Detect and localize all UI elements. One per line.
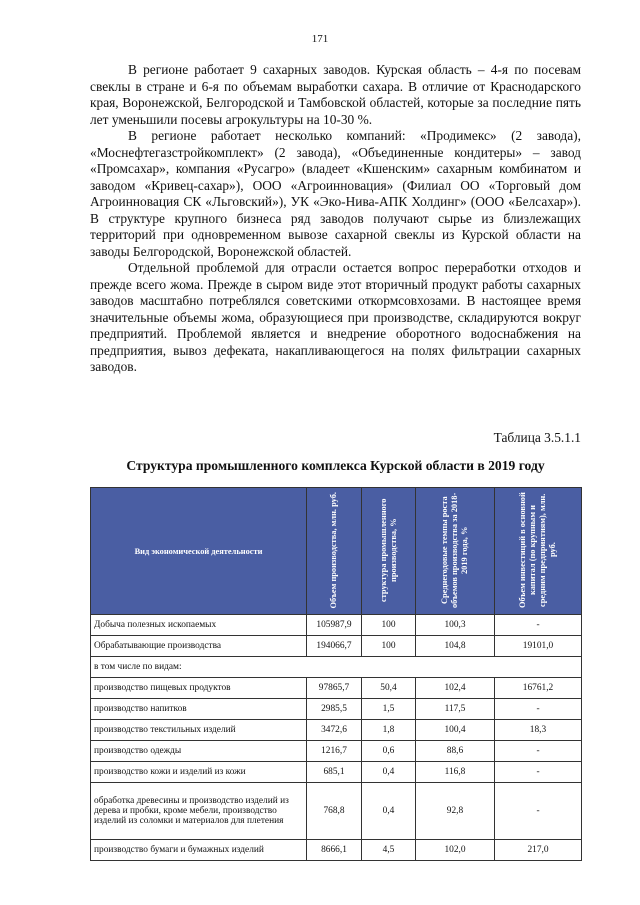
cell-investment: - <box>495 783 582 840</box>
cell-structure: 0,6 <box>362 741 416 762</box>
cell-volume: 194066,7 <box>307 636 362 657</box>
table-row <box>91 699 582 720</box>
cell-investment: - <box>495 741 582 762</box>
table-row <box>91 840 582 861</box>
cell-growth: 116,8 <box>416 762 495 783</box>
row-label: производство напитков <box>91 699 307 720</box>
header-investment: Объем инвестиций в основной капитал (по крупным и средним предприятиям), млн. руб. <box>495 488 582 615</box>
cell-volume: 1216,7 <box>307 741 362 762</box>
industry-structure-table <box>90 487 582 861</box>
table-label: Таблица 3.5.1.1 <box>493 430 581 445</box>
cell-volume: 2985,5 <box>307 699 362 720</box>
table-subheader-row <box>91 657 582 678</box>
paragraph: В регионе работает несколько компаний: «Продимекс» (2 завода), «Моснефтегазстройкомплект» (2 завода), «Объединенные кондитеры» – завод «Промсахар», компания «Русагро» (владеет «Кшенским» сахарным комбинатом и заводом «Кривец-сахар»), ООО «Агроинновация» (Филиал ОО «Торговый дом Агроинновация СК «Льговский»), УК «Эко-Нива-АПК Холдинг» (ООО «Белсахар»). В структуре крупного бизнеса ряд заводов получают сырье из близлежащих территорий при одновременном вывозе сахарной свеклы из Курской области на заводы Белгородской, Воронежской областей. <box>90 128 581 259</box>
table-row <box>91 636 582 657</box>
cell-investment: - <box>495 615 582 636</box>
paragraph: Отдельной проблемой для отрасли остается вопрос переработки отходов и прежде всего жома. Прежде в сыром виде этот вторичный продукт работы сахарных заводов масштабно потреблялся советскими откормсовхозами. В настоящее время значительные объемы жома, образующиеся при производстве, складируются вокруг предприятий. Проблемой является и внедрение оборотного водоснабжения на предприятия, вывоз дефеката, накапливающегося на полях фильтрации сахарных заводов. <box>90 260 581 374</box>
cell-structure: 0,4 <box>362 783 416 840</box>
cell-investment: 19101,0 <box>495 636 582 657</box>
row-label: производство одежды <box>91 741 307 762</box>
row-label: производство пищевых продуктов <box>91 678 307 699</box>
table-row <box>91 678 582 699</box>
cell-growth: 92,8 <box>416 783 495 840</box>
cell-structure: 0,4 <box>362 762 416 783</box>
row-label: Обрабатывающие производства <box>91 636 307 657</box>
header-growth: Среднегодовые темпы роста объемов производства за 2018-2019 года, % <box>416 488 495 615</box>
row-label: Добыча полезных ископаемых <box>91 615 307 636</box>
cell-structure: 100 <box>362 615 416 636</box>
cell-volume: 105987,9 <box>307 615 362 636</box>
cell-structure: 1,8 <box>362 720 416 741</box>
cell-investment: 217,0 <box>495 840 582 861</box>
cell-growth: 117,5 <box>416 699 495 720</box>
table-title: Структура промышленного комплекса Курской области в 2019 году <box>126 458 545 473</box>
cell-growth: 100,4 <box>416 720 495 741</box>
page-number: 171 <box>311 33 329 45</box>
table-header <box>91 488 582 615</box>
row-label: производство кожи и изделий из кожи <box>91 762 307 783</box>
cell-investment: 16761,2 <box>495 678 582 699</box>
cell-structure: 1,5 <box>362 699 416 720</box>
cell-growth: 100,3 <box>416 615 495 636</box>
subheader-label: в том числе по видам: <box>91 657 582 678</box>
cell-growth: 88,6 <box>416 741 495 762</box>
row-label: обработка древесины и производство изделий из дерева и пробки, кроме мебели, производство изделий из соломки и материалов для плетения <box>91 783 307 840</box>
cell-investment: - <box>495 699 582 720</box>
paragraph: В регионе работает 9 сахарных заводов. Курская область – 4-я по посевам свеклы в стране и 6-я по объемам выработки сахара. В отличие от Краснодарского края, Воронежской, Белгородской и Тамбовской областей, которые за последние пять лет уменьшили посевы агрокультуры на 10-30 %. <box>90 62 581 127</box>
cell-volume: 685,1 <box>307 762 362 783</box>
cell-investment: - <box>495 762 582 783</box>
table-row <box>91 741 582 762</box>
cell-volume: 768,8 <box>307 783 362 840</box>
header-activity: Вид экономической деятельности <box>91 488 307 615</box>
table-row <box>91 762 582 783</box>
table-row <box>91 720 582 741</box>
cell-structure: 100 <box>362 636 416 657</box>
cell-structure: 4,5 <box>362 840 416 861</box>
header-volume: Объем производства, млн. руб. <box>307 488 362 615</box>
table-row <box>91 615 582 636</box>
cell-structure: 50,4 <box>362 678 416 699</box>
cell-volume: 3472,6 <box>307 720 362 741</box>
header-structure: структура промышленного производства, % <box>362 488 416 615</box>
table-row <box>91 783 582 840</box>
cell-volume: 97865,7 <box>307 678 362 699</box>
row-label: производство текстильных изделий <box>91 720 307 741</box>
body-text <box>90 62 581 376</box>
cell-growth: 102,4 <box>416 678 495 699</box>
cell-volume: 8666,1 <box>307 840 362 861</box>
row-label: производство бумаги и бумажных изделий <box>91 840 307 861</box>
cell-growth: 104,8 <box>416 636 495 657</box>
cell-investment: 18,3 <box>495 720 582 741</box>
cell-growth: 102,0 <box>416 840 495 861</box>
